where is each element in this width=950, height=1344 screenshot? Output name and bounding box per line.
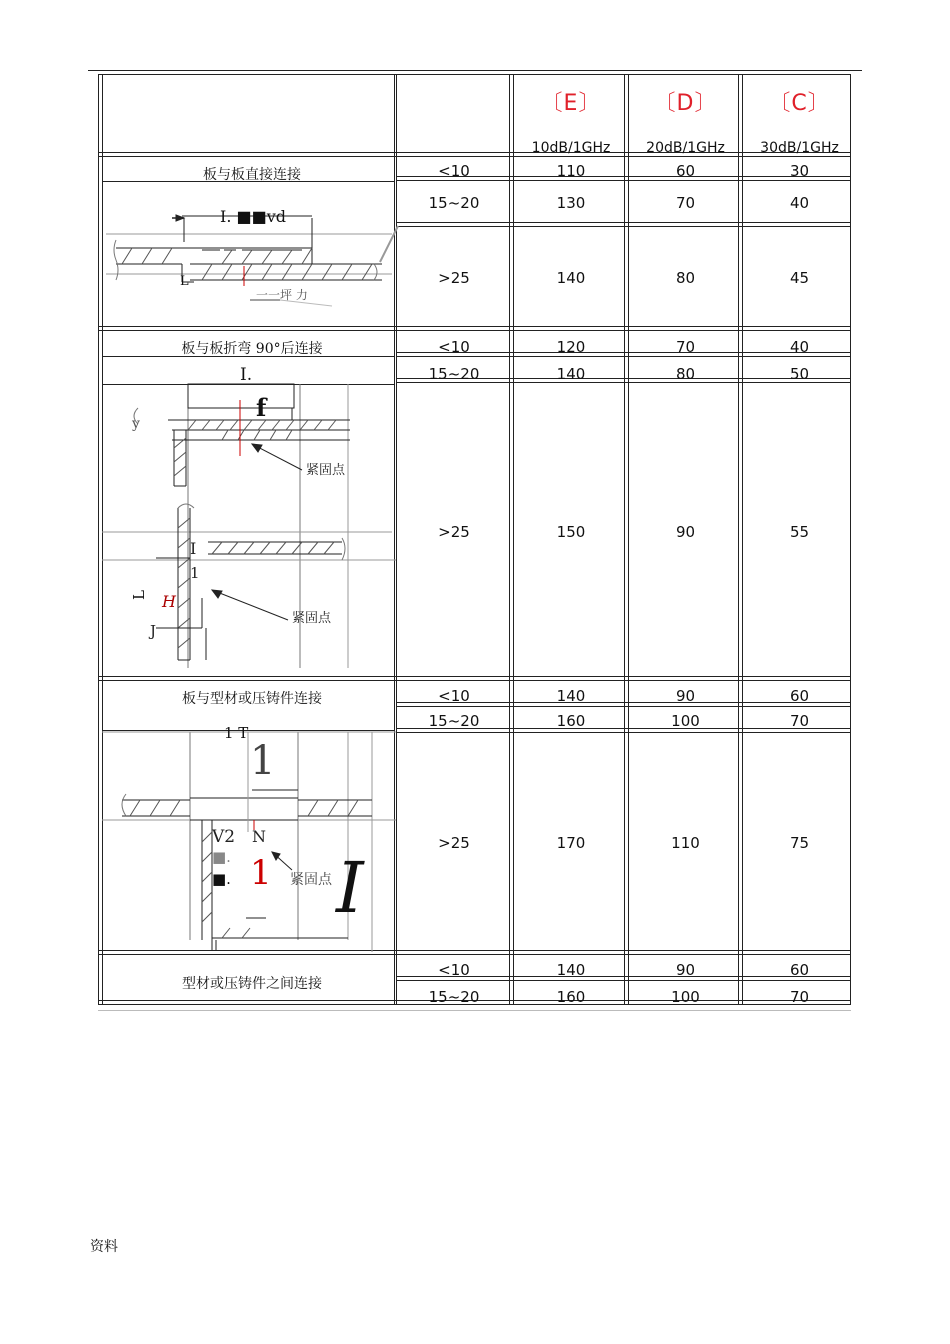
value-cell-e: 140: [556, 961, 586, 979]
rule-s2-topb: [98, 330, 851, 331]
footer-text: 资料: [90, 1239, 118, 1255]
range-cell: <10: [438, 687, 470, 705]
range-cell: 15~20: [428, 988, 480, 1006]
value-cell-c: 75: [789, 834, 810, 852]
rule-s2-top: [98, 326, 851, 327]
n-label: N: [252, 827, 266, 846]
value-cell-c: 45: [789, 269, 810, 287]
j-label: J: [150, 622, 157, 640]
square-label-1: ■.: [212, 848, 231, 866]
value-cell-d: 70: [675, 338, 696, 356]
range-cell: 15~20: [428, 712, 480, 730]
diagram-plate-profile: [102, 712, 396, 952]
grade-d-label: 〔D〕: [653, 91, 718, 116]
value-cell-c: 40: [789, 194, 810, 212]
value-cell-d: 70: [675, 194, 696, 212]
value-cell-e: 140: [556, 365, 586, 383]
value-cell-e: 150: [556, 523, 586, 541]
value-cell-d: 80: [675, 365, 696, 383]
grade-e-freq: 10dB/1GHz: [531, 140, 611, 156]
value-cell-c: 60: [789, 961, 810, 979]
range-cell: <10: [438, 961, 470, 979]
i-top-label: I.: [240, 365, 253, 385]
section-label: 板与板直接连接: [203, 167, 301, 183]
rule-s1-r2b: [396, 226, 851, 227]
red-one-label: 1: [250, 853, 272, 893]
square-label-2: ■.: [212, 870, 231, 888]
value-cell-c: 55: [789, 523, 810, 541]
range-cell: >25: [438, 269, 470, 287]
section-label: 板与型材或压铸件连接: [182, 691, 322, 707]
l-label: L: [180, 274, 189, 289]
section-label: 型材或压铸件之间连接: [182, 976, 322, 992]
i-mid-label: I: [190, 539, 197, 558]
value-cell-e: 120: [556, 338, 586, 356]
range-cell: 15~20: [428, 365, 480, 383]
rule-bottom-faint: [98, 1010, 851, 1011]
rule-s3-top: [98, 676, 851, 677]
rule-s3-r2b: [396, 732, 851, 733]
diagram-plate-direct: [102, 182, 400, 326]
v2-label: V2: [212, 827, 236, 847]
one-t-label: 1 T: [224, 724, 249, 742]
value-cell-e: 160: [556, 712, 586, 730]
value-cell-d: 90: [675, 961, 696, 979]
rule-top: [98, 74, 851, 75]
grade-c-label: 〔C〕: [768, 91, 831, 116]
value-cell-d: 100: [671, 988, 700, 1006]
grade-e-label: 〔E〕: [540, 91, 602, 116]
fastening-note: 紧固点: [306, 463, 346, 478]
range-cell: <10: [438, 162, 470, 180]
value-cell-c: 70: [789, 712, 810, 730]
top-rule: [88, 70, 862, 71]
value-cell-d: 60: [675, 162, 696, 180]
rule-s4-r1b: [396, 980, 851, 981]
value-cell-d: 90: [675, 523, 696, 541]
rule-s4-topb: [98, 954, 851, 955]
range-cell: >25: [438, 523, 470, 541]
f-label: f: [256, 393, 267, 422]
value-cell-d: 110: [671, 834, 700, 852]
l-label: L: [130, 590, 148, 600]
value-cell-e: 170: [556, 834, 586, 852]
grade-d-freq: 20dB/1GHz: [646, 140, 725, 156]
rule-s3-topb: [98, 680, 851, 681]
one-label: 1: [190, 564, 200, 582]
range-cell: >25: [438, 834, 470, 852]
y-label: y: [132, 416, 140, 432]
rule-s1-r1b: [396, 180, 851, 181]
big-i-label: I: [336, 847, 364, 929]
value-cell-e: 130: [556, 194, 586, 212]
rule-header-b: [98, 156, 851, 157]
fastening-note: 一一坪 力: [256, 288, 308, 302]
big-one-label: 1: [250, 738, 276, 784]
rule-s2-r1b: [396, 356, 851, 357]
rule-s3-r1b: [396, 706, 851, 707]
table-border-left: [98, 74, 99, 1004]
value-cell-e: 140: [556, 687, 586, 705]
fastening-note: 紧固点: [290, 872, 332, 888]
value-cell-c: 40: [789, 338, 810, 356]
value-cell-c: 50: [789, 365, 810, 383]
rule-s1-r2: [396, 222, 851, 223]
value-cell-d: 80: [675, 269, 696, 287]
value-cell-e: 110: [556, 162, 586, 180]
fastening-note: 紧固点: [292, 611, 332, 626]
value-cell-c: 60: [789, 687, 810, 705]
range-cell: 15~20: [428, 194, 480, 212]
value-cell-c: 70: [789, 988, 810, 1006]
value-cell-e: 160: [556, 988, 586, 1006]
value-cell-d: 100: [671, 712, 700, 730]
diagram-plate-bent: [102, 358, 396, 676]
value-cell-d: 90: [675, 687, 696, 705]
range-cell: <10: [438, 338, 470, 356]
dim-label: I. ■■vd: [220, 207, 287, 226]
value-cell-e: 140: [556, 269, 586, 287]
h-label: H: [162, 592, 176, 611]
value-cell-c: 30: [789, 162, 810, 180]
grade-c-freq: 30dB/1GHz: [760, 140, 839, 156]
section-label: 板与板折弯 90°后连接: [181, 341, 323, 357]
